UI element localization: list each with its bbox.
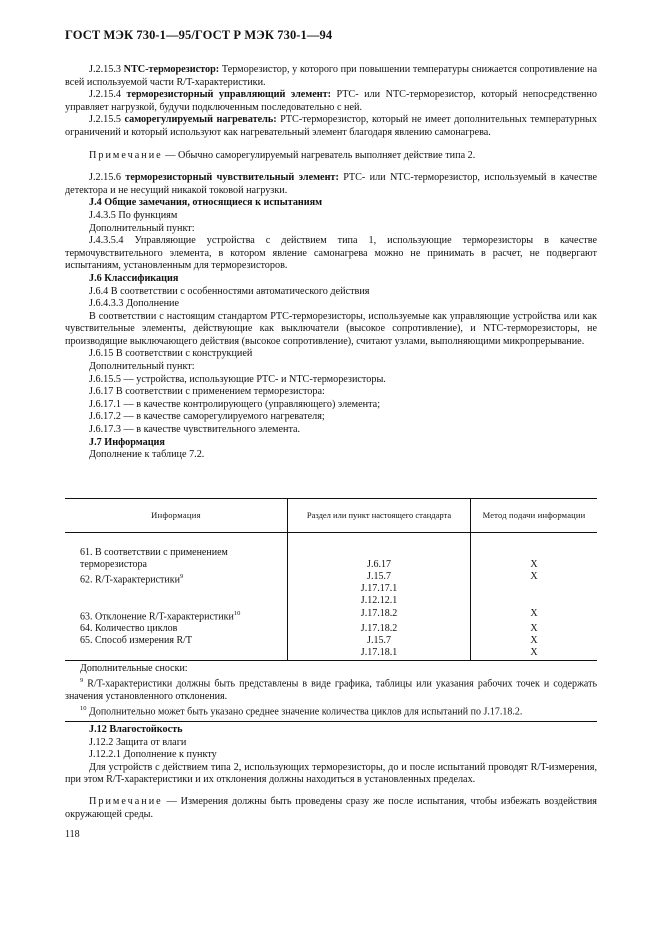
row-section-65 [288,635,471,660]
clause-j2155 [65,114,597,139]
note-text: — Обычно саморегулируемый нагреватель выполняет действие типа 2. [162,149,476,161]
row-section-63: J.17.18.2 [288,608,471,624]
section-ref: J.12.12.1 [360,595,398,607]
clause-text: PTC- или NTC-терморезистор, который непосредственно управляет нагрузкой, будучи подключенным последовательно с ней. [65,89,597,113]
row-section-61: J.6.17 [288,547,471,571]
additional-point-label: Дополнительный пункт: [89,222,195,234]
clause-j1221: J.12.2.1 Дополнение к пункту [89,749,217,761]
clause-j6155: J.6.15.5 — устройства, использующие PTC- и NTC-терморезисторы. [89,373,386,385]
clause-j6433-text: В соответствии с настоящим стандартом PTC-терморезисторы, используемые как управляющие устройства или как чувствительные элементы, действующие как выключатели (высокое сопротивление), и NTC-терморезисторы, не производящие выключающего действия (высокое сопротивление), считают узлами, выполняющими микропрерывание. [65,310,597,347]
row-info-text: 62. R/T-характеристики [80,574,180,586]
clause-j435: J.4.3.5 По функциям [89,209,178,221]
text-block-bottom [65,724,597,821]
row-info-64: 64. Количество циклов [65,623,288,635]
text-block-top [65,64,597,462]
clause-j6172: J.6.17.2 — в качестве саморегулируемого нагревателя; [89,411,325,423]
heading-text: J.4 Общие замечания, относящиеся к испытаниям [89,197,323,209]
table-row [65,547,597,571]
row-method-64: X [530,623,538,635]
note-label: Примечание [89,149,163,161]
heading-text: J.6 Классификация [89,272,179,284]
heading-text: J.12 Влагостойкость [89,724,183,735]
table-row [65,623,597,635]
footnote-text: R/T-характеристики должны быть представлены в виде графика, таблицы или указания рабочих точек и содержать значения установленного отклонения. [65,678,597,702]
row-info-65: 65. Способ измерения R/T [65,635,288,660]
clause-j2153 [65,64,597,89]
clause-j64: J.6.4 В соответствии с особенностями автоматического действия [89,285,370,297]
footnotes-title: Дополнительные сноски: [80,662,188,674]
clause-number: J.2.15.5 [89,114,121,126]
row-method-61: X [530,558,538,570]
row-info-text: 61. В соответствии с применением терморезистора [80,546,228,570]
clause-j122: J.12.2 Защита от влаги [89,736,187,748]
clause-j615: J.6.15 В соответствии с конструкцией [89,348,253,360]
clause-text: PTC-терморезистор, который не имеет дополнительных температурных ограничений и который используют как нагревательный элемент благодаря явлению самонагрева. [65,114,597,138]
clause-j6171: J.6.17.1 — в качестве контролирующего (управляющего) элемента; [89,398,381,410]
term: терморезисторный управляющий элемент: [126,89,332,101]
clause-j6173: J.6.17.3 — в качестве чувствительного элемента. [89,424,301,436]
term: NTC-терморезистор: [123,64,220,75]
clause-j2156 [65,172,597,197]
clause-j6433: J.6.4.3.3 Дополнение [89,298,180,310]
table-row [65,571,597,608]
section-ref: J.17.18.1 [360,647,398,659]
term: саморегулируемый нагреватель: [124,114,277,126]
heading-j6 [65,273,597,286]
column-header-method: Метод подачи информации [482,510,586,521]
heading-text: J.7 Информация [89,436,165,448]
row-section-62 [288,571,471,608]
heading-j7 [65,437,597,450]
row-section-64: J.17.18.2 [288,623,471,635]
footnote-mark: 10 [233,609,241,617]
footnote-text: Дополнительно может быть указано среднее значение количества циклов для испытаний по J.17.18.2. [86,706,523,718]
heading-j4 [65,197,597,210]
clause-j2154 [65,89,597,114]
note-1 [65,150,597,163]
section-ref: J.17.17.1 [360,583,398,595]
clause-text: Терморезистор, у которого при повышении температуры снижается сопротивление на всей используемой части R/T-характеристики. [65,64,597,88]
row-info-text: 63. Отклонение R/T-характеристики [80,610,234,622]
footnote-mark: 9 [179,572,184,580]
clause-j7-add: Дополнение к таблице 7.2. [89,449,205,461]
clause-number: J.2.15.6 [89,172,121,184]
footnote-9 [65,675,597,703]
clause-number: J.2.15.3 [89,64,121,75]
row-info-61 [65,547,288,571]
row-info-63 [65,608,288,624]
page-number: 118 [65,829,80,840]
note-2 [65,796,597,821]
row-method-62: X [530,570,538,582]
method-mark: X [530,647,538,659]
footnote-mark: 9 [80,677,84,685]
info-table [65,498,597,722]
clause-number: J.2.15.4 [89,89,121,101]
row-method-63: X [530,607,538,619]
heading-j12 [65,724,597,737]
column-header-section: Раздел или пункт настоящего стандарта [288,499,471,533]
additional-point-label: Дополнительный пункт: [89,361,195,373]
term: терморезисторный чувствительный элемент: [125,172,339,184]
clause-j617: J.6.17 В соответствии с применением терморезистора: [89,386,325,398]
footnote-10 [65,703,597,719]
document-header: ГОСТ МЭК 730-1—95/ГОСТ Р МЭК 730-1—94 [65,28,333,42]
table-row [65,635,597,660]
note-label: Примечание [89,795,163,807]
method-mark: X [530,635,538,647]
footnote-mark: 10 [80,705,87,713]
clause-text: PTC- или NTC-терморезистор, используемый в качестве детектора и не несущий никакой токовой нагрузки. [65,172,598,196]
note-text: — Измерения должны быть проведены сразу же после испытания, чтобы избежать воздействия окружающей среды. [65,795,597,820]
table-row [65,608,597,624]
table-footnotes [65,660,597,721]
column-header-info: Информация [65,499,288,533]
clause-j4354: J.4.3.5.4 Управляющие устройства с действием типа 1, использующие терморезисторы в качестве термочувствительного элемента, в котором явление самонагрева можно не принимать в расчет, не подвергают испытаниям, установленным для терморезисторов. [65,235,597,272]
section-ref: J.15.7 [367,635,391,647]
row-method-65 [471,635,598,660]
row-info-62 [65,571,288,608]
clause-j1221-text: Для устройств с действием типа 2, использующих терморезисторы, до и после испытаний проводят R/T-измерения, при этом R/T-характеристики и их отклонения должны находиться в установленных пределах. [65,761,597,786]
section-ref: J.15.7 [367,570,391,582]
